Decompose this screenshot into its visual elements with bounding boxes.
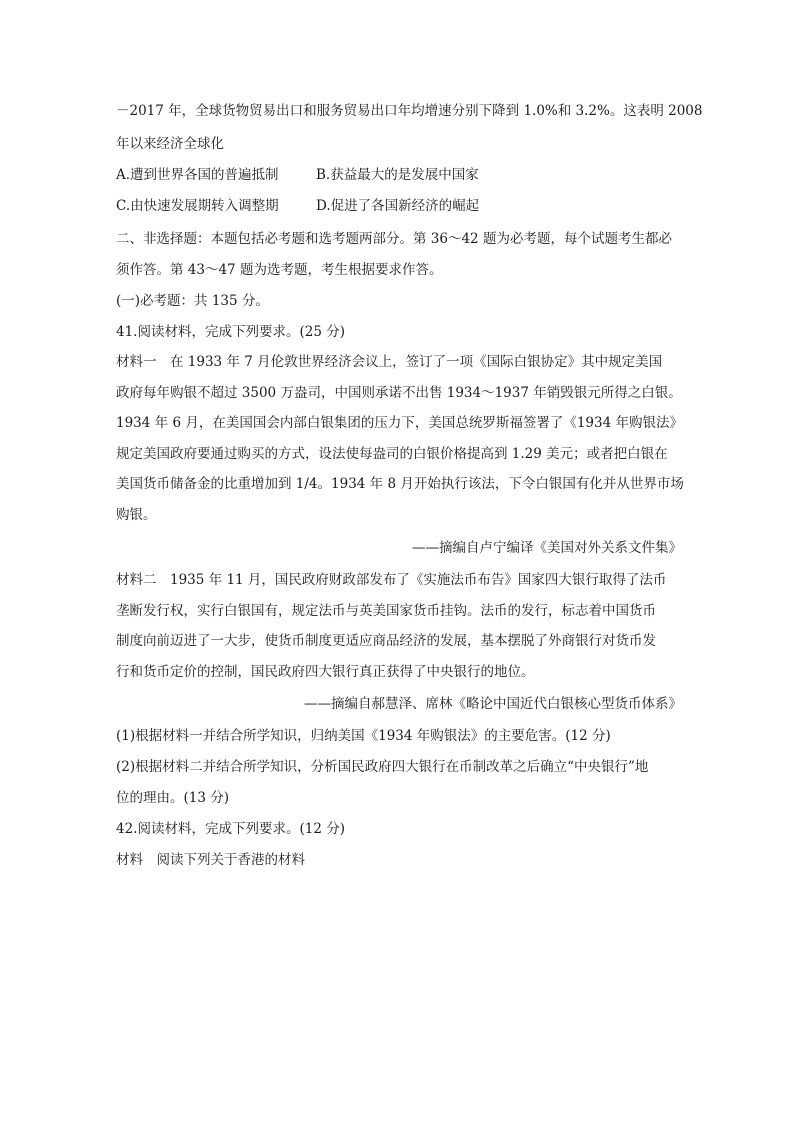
question-41-header: 41.阅读材料，完成下列要求。(25 分) (116, 324, 345, 340)
section-heading: 二、非选择题：本题包括必考题和选考题两部分。第 36～42 题为必考题，每个试题考生都必 (116, 231, 672, 247)
material-2-line: 制度向前迈进了一大步，使货币制度更适应商品经济的发展，基本摆脱了外商银行对货币发 (116, 633, 656, 649)
question-42-header: 42.阅读材料，完成下列要求。(12 分) (116, 821, 345, 837)
option-row (116, 165, 479, 185)
material-1-line: 材料一 在 1933 年 7 月伦敦世界经济会议上，签订了一项《国际白银协定》其中规定美国 (116, 354, 663, 370)
material-2-line: 材料二 1935 年 11 月，国民政府财政部发布了《实施法币布告》国家四大银行取得了法币 (116, 572, 667, 588)
option-row (116, 196, 479, 216)
option-a: A.遭到世界各国的普遍抵制 (116, 167, 279, 183)
section-instructions: 须作答。第 43～47 题为选考题，考生根据要求作答。 (116, 262, 443, 278)
sub-question-1: (1)根据材料一并结合所学知识，归纳美国《1934 年购银法》的主要危害。(12 分) (116, 728, 611, 744)
material-1-line: 1934 年 6 月，在美国国会内部白银集团的压力下，美国总统罗斯福签署了《1934 年购银法》 (116, 415, 683, 431)
material-1-line: 美国货币储备金的比重增加到 1/4。1934 年 8 月开始执行该法，下令白银国有化并从世界市场 (116, 476, 684, 492)
question-stem-line: 年以来经济全球化 (116, 136, 224, 152)
material-2-line: 行和货币定价的控制，国民政府四大银行真正获得了中央银行的地位。 (116, 664, 535, 680)
option-d: D.促进了各国新经济的崛起 (316, 198, 480, 214)
required-heading: (一)必考题：共 135 分。 (116, 293, 269, 309)
sub-question-2-line: 位的理由。(13 分) (116, 790, 230, 806)
sub-question-2-line: (2)根据材料二并结合所学知识，分析国民政府四大银行在币制改革之后确立“中央银行”地 (116, 759, 649, 775)
question-42-material: 材料 阅读下列关于香港的材料 (116, 852, 305, 868)
material-1-source: ——摘编自卢宁编译《美国对外关系文件集》 (412, 540, 682, 556)
option-b: B.获益最大的是发展中国家 (316, 167, 479, 183)
material-2-source: ——摘编自郝慧泽、席林《略论中国近代白银核心型货币体系》 (304, 696, 682, 712)
question-stem-line: －2017 年，全球货物贸易出口和服务贸易出口年均增速分别下降到 1.0%和 3.2%。这表明 2008 (116, 103, 703, 119)
material-2-line: 垄断发行权，实行白银国有，规定法币与英美国家货币挂钩。法币的发行，标志着中国货币 (116, 603, 656, 619)
material-1-line: 政府每年购银不超过 3500 万盎司，中国则承诺不出售 1934～1937 年销毁银元所得之白银。 (116, 385, 682, 401)
material-1-line: 购银。 (116, 507, 157, 523)
option-c: C.由快速发展期转入调整期 (116, 198, 279, 214)
material-1-line: 规定美国政府要通过购买的方式，设法使每盎司的白银价格提高到 1.29 美元；或者把白银在 (116, 446, 668, 462)
